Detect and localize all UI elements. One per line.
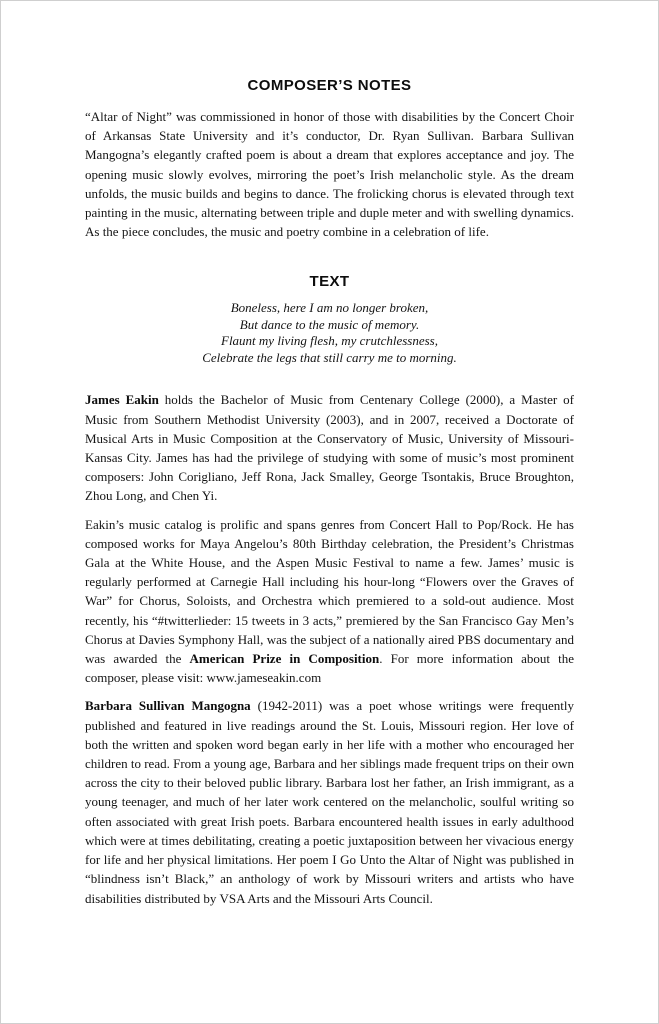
american-prize-bold-phrase: American Prize in Composition <box>189 651 380 667</box>
eakin-catalog-text-after: . For more information about the composer, please visit: <box>85 651 574 686</box>
barbara-bio-text: (1942-2011) was a poet whose writings were frequently published and featured in live readings around the St. Louis, Missouri region. Her love of both the written and spoken word began early in her life with a mother who encouraged her children to read. From a young age, Barbara and her siblings made frequent trips on their own across the city to their beloved public library. Barbara lost her father, an Irish immigrant, as a young teenager, and much of her later work centered on the melancholic, soulful writing so often associated with great Irish poets. Barbara encountered health issues in early adulthood which were at times debilitating, creating a poetic juxtaposition between her vivacious energy for life and her physical limitations. Her poem I Go Unto the Altar of Night was published in “blindness isn’t Black,” an anthology of work by Missouri writers and artists who have disabilities distributed by VSA Arts and the Missouri Arts Council. <box>85 698 574 906</box>
poem-line: Celebrate the legs that still carry me to morning. <box>202 349 457 365</box>
composers-notes-heading: COMPOSER’S NOTES <box>247 77 412 94</box>
james-eakin-name: James Eakin <box>85 392 159 408</box>
poem-line: Boneless, here I am no longer broken, <box>230 300 429 316</box>
poem-line: Flaunt my living flesh, my crutchlessness, <box>221 333 438 349</box>
poem <box>85 300 574 366</box>
barbara-bio-paragraph <box>85 696 574 907</box>
james-eakin-bio-paragraph <box>85 390 574 505</box>
barbara-mangogna-name: Barbara Sullivan Mangogna <box>85 698 251 714</box>
eakin-catalog-paragraph <box>85 515 574 688</box>
text-heading: TEXT <box>309 273 350 291</box>
james-eakin-bio-text: holds the Bachelor of Music from Centenary College (2000), a Master of Music from Southern Methodist University (2003), and in 2007, received a Doctorate of Musical Arts in Music Composition at the Conservatory of Music, University of Missouri-Kansas City. James has had the privilege of studying with some of music’s most prominent composers: John Corigliano, Jeff Rona, Jack Smalley, George Tsontakis, Bruce Broughton, Zhou Long, and Chen Yi. <box>85 392 574 504</box>
composer-website-url: www.jameseakin.com <box>206 670 322 686</box>
poem-line: But dance to the music of memory. <box>239 316 420 332</box>
eakin-catalog-text-before: Eakin’s music catalog is prolific and spans genres from Concert Hall to Pop/Rock. He has composed works for Maya Angelou’s 80th Birthday celebration, the President’s Christmas Gala at the White House, and the Aspen Music Festival to name a few. James’ music is regularly performed at Carnegie Hall including his hour-long “Flowers over the Graves of War” for Chorus, Soloists, and Orchestra which premiered to a sold-out audience. Most recently, his “#twitterlieder: 15 tweets in 3 acts,” premiered by the San Francisco Gay Men’s Chorus at Davies Symphony Hall, was the subject of a nationally aired PBS documentary and was awarded the <box>85 516 574 667</box>
composers-notes-paragraph: “Altar of Night” was commissioned in honor of those with disabilities by the Concert Choir of Arkansas State University and it’s conductor, Dr. Ryan Sullivan. Barbara Sullivan Mangogna’s elegantly crafted poem is about a dream that explores acceptance and joy. The opening music slowly evolves, mirroring the poet’s Irish melancholic style. As the dream unfolds, the music builds and begins to dance. The frolicking chorus is elevated through text painting in the music, alternating between triple and duple meter and with swelling dynamics. As the piece concludes, the music and poetry combine in a celebration of life. <box>85 109 574 240</box>
